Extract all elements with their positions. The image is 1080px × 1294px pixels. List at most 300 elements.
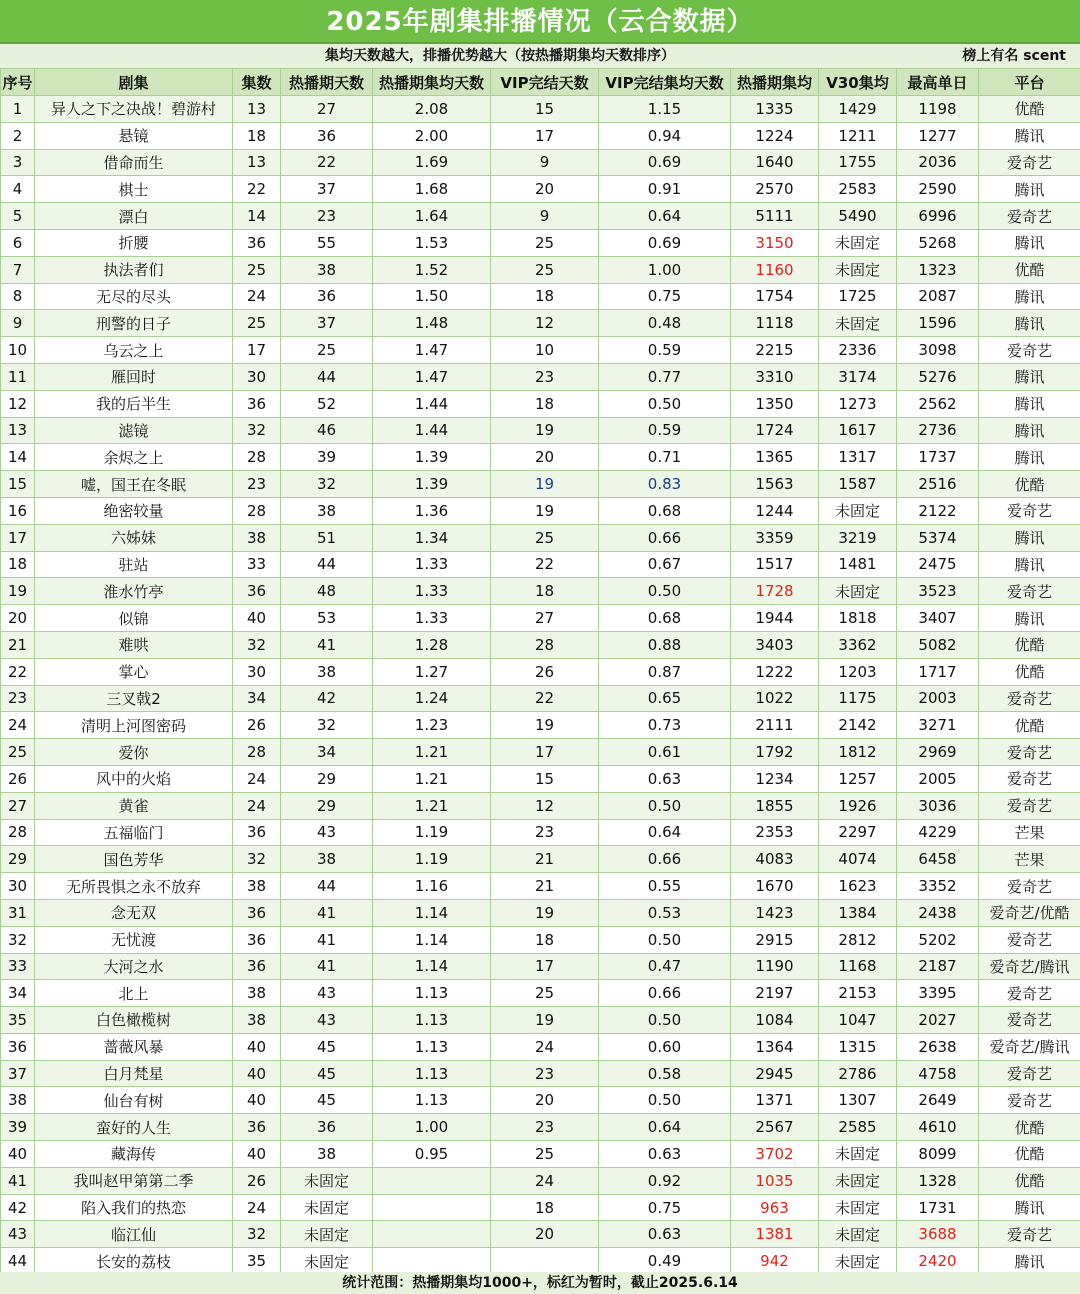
table-row — [1, 819, 1080, 846]
cell-rank: 32 — [1, 926, 35, 953]
cell-vip-avg-days: 1.15 — [599, 96, 731, 123]
cell-rank: 41 — [1, 1167, 35, 1194]
cell-v30-avg: 未固定 — [819, 1221, 897, 1248]
cell-peak-day: 1323 — [897, 256, 979, 283]
cell-hot-avg: 1944 — [731, 605, 819, 632]
cell-rank: 16 — [1, 497, 35, 524]
cell-platform: 优酷 — [979, 256, 1080, 283]
cell-platform: 腾讯 — [979, 122, 1080, 149]
cell-title: 乌云之上 — [35, 337, 233, 364]
cell-hot-days: 55 — [281, 229, 373, 256]
cell-vip-avg-days: 0.66 — [599, 980, 731, 1007]
cell-hot-days: 41 — [281, 899, 373, 926]
cell-platform: 优酷 — [979, 1114, 1080, 1141]
cell-peak-day: 3395 — [897, 980, 979, 1007]
cell-title: 黄雀 — [35, 792, 233, 819]
column-header-v30-avg: V30集均 — [819, 69, 897, 96]
cell-vip-days: 24 — [491, 1033, 599, 1060]
cell-peak-day: 2649 — [897, 1087, 979, 1114]
cell-platform: 爱奇艺 — [979, 497, 1080, 524]
cell-platform: 腾讯 — [979, 1248, 1080, 1275]
cell-episodes: 38 — [233, 980, 281, 1007]
cell-rank: 20 — [1, 605, 35, 632]
cell-hot-days: 41 — [281, 926, 373, 953]
cell-peak-day: 4610 — [897, 1114, 979, 1141]
source-credit: 榜上有名 scent — [962, 48, 1066, 64]
cell-episodes: 36 — [233, 1114, 281, 1141]
cell-episodes: 30 — [233, 363, 281, 390]
cell-vip-days: 9 — [491, 203, 599, 230]
cell-hot-days: 44 — [281, 873, 373, 900]
cell-peak-day: 2122 — [897, 497, 979, 524]
cell-vip-days: 24 — [491, 1167, 599, 1194]
cell-rank: 31 — [1, 899, 35, 926]
table-row — [1, 873, 1080, 900]
cell-hot-days: 38 — [281, 256, 373, 283]
cell-hot-avg-days: 1.33 — [373, 551, 491, 578]
cell-rank: 17 — [1, 524, 35, 551]
cell-peak-day: 8099 — [897, 1141, 979, 1168]
cell-vip-days: 28 — [491, 631, 599, 658]
cell-hot-avg-days — [373, 1221, 491, 1248]
cell-vip-days: 18 — [491, 390, 599, 417]
cell-hot-avg-days: 1.21 — [373, 792, 491, 819]
cell-hot-avg-days: 1.21 — [373, 765, 491, 792]
cell-peak-day: 6458 — [897, 846, 979, 873]
cell-episodes: 40 — [233, 1033, 281, 1060]
cell-platform: 爱奇艺 — [979, 739, 1080, 766]
table-row — [1, 337, 1080, 364]
cell-hot-avg: 2197 — [731, 980, 819, 1007]
cell-episodes: 13 — [233, 149, 281, 176]
cell-hot-days: 32 — [281, 712, 373, 739]
cell-episodes: 26 — [233, 1167, 281, 1194]
cell-episodes: 24 — [233, 765, 281, 792]
cell-hot-avg-days — [373, 1194, 491, 1221]
cell-episodes: 36 — [233, 953, 281, 980]
cell-hot-avg: 1234 — [731, 765, 819, 792]
cell-v30-avg: 2583 — [819, 176, 897, 203]
table-row — [1, 122, 1080, 149]
cell-v30-avg: 未固定 — [819, 497, 897, 524]
cell-peak-day: 3523 — [897, 578, 979, 605]
cell-hot-avg: 3150 — [731, 229, 819, 256]
cell-rank: 5 — [1, 203, 35, 230]
cell-rank: 1 — [1, 96, 35, 123]
cell-vip-avg-days: 0.59 — [599, 337, 731, 364]
column-header-hot-avg-days: 热播期集均天数 — [373, 69, 491, 96]
cell-hot-avg-days: 1.14 — [373, 926, 491, 953]
cell-platform: 腾讯 — [979, 310, 1080, 337]
cell-vip-avg-days: 0.61 — [599, 739, 731, 766]
cell-hot-avg-days: 1.13 — [373, 1033, 491, 1060]
cell-vip-days: 19 — [491, 1007, 599, 1034]
cell-title: 无所畏惧之永不放弃 — [35, 873, 233, 900]
cell-hot-avg-days: 1.47 — [373, 337, 491, 364]
cell-v30-avg: 1818 — [819, 605, 897, 632]
cell-title: 淮水竹亭 — [35, 578, 233, 605]
table-row — [1, 1007, 1080, 1034]
cell-peak-day: 3688 — [897, 1221, 979, 1248]
cell-episodes: 17 — [233, 337, 281, 364]
cell-v30-avg: 1175 — [819, 685, 897, 712]
cell-vip-avg-days: 0.92 — [599, 1167, 731, 1194]
cell-platform: 爱奇艺 — [979, 873, 1080, 900]
cell-vip-avg-days: 0.75 — [599, 1194, 731, 1221]
cell-rank: 14 — [1, 444, 35, 471]
cell-episodes: 32 — [233, 417, 281, 444]
cell-hot-avg-days: 1.19 — [373, 846, 491, 873]
cell-vip-days: 20 — [491, 176, 599, 203]
cell-platform: 爱奇艺 — [979, 685, 1080, 712]
cell-vip-avg-days: 0.63 — [599, 1221, 731, 1248]
cell-hot-avg: 1640 — [731, 149, 819, 176]
cell-platform: 腾讯 — [979, 444, 1080, 471]
cell-hot-avg: 1855 — [731, 792, 819, 819]
cell-rank: 34 — [1, 980, 35, 1007]
cell-v30-avg: 1587 — [819, 471, 897, 498]
cell-vip-days: 23 — [491, 1060, 599, 1087]
cell-vip-avg-days: 0.50 — [599, 1007, 731, 1034]
cell-title: 悬镜 — [35, 122, 233, 149]
cell-vip-avg-days: 0.49 — [599, 1248, 731, 1275]
table-row — [1, 765, 1080, 792]
cell-platform: 爱奇艺/腾讯 — [979, 953, 1080, 980]
cell-platform: 优酷 — [979, 658, 1080, 685]
cell-vip-days: 21 — [491, 873, 599, 900]
cell-rank: 36 — [1, 1033, 35, 1060]
cell-episodes: 36 — [233, 819, 281, 846]
cell-hot-days: 未固定 — [281, 1167, 373, 1194]
cell-episodes: 25 — [233, 256, 281, 283]
cell-hot-avg-days: 1.13 — [373, 980, 491, 1007]
cell-peak-day: 3271 — [897, 712, 979, 739]
cell-hot-avg-days: 1.44 — [373, 417, 491, 444]
cell-title: 嘘，国王在冬眠 — [35, 471, 233, 498]
cell-hot-days: 42 — [281, 685, 373, 712]
page-title: 2025年剧集排播情况（云合数据） — [0, 0, 1080, 44]
cell-vip-days: 19 — [491, 497, 599, 524]
cell-vip-days: 19 — [491, 899, 599, 926]
cell-peak-day: 2187 — [897, 953, 979, 980]
table-row — [1, 792, 1080, 819]
cell-platform: 腾讯 — [979, 229, 1080, 256]
cell-hot-days: 43 — [281, 819, 373, 846]
table-row — [1, 149, 1080, 176]
cell-hot-avg: 4083 — [731, 846, 819, 873]
cell-vip-days: 18 — [491, 578, 599, 605]
cell-rank: 44 — [1, 1248, 35, 1275]
cell-v30-avg: 2153 — [819, 980, 897, 1007]
cell-vip-days: 25 — [491, 524, 599, 551]
cell-hot-avg-days: 1.13 — [373, 1087, 491, 1114]
cell-v30-avg: 1384 — [819, 899, 897, 926]
cell-vip-days: 9 — [491, 149, 599, 176]
cell-hot-avg: 1754 — [731, 283, 819, 310]
cell-platform: 爱奇艺 — [979, 1087, 1080, 1114]
cell-hot-avg: 2215 — [731, 337, 819, 364]
cell-hot-days: 32 — [281, 471, 373, 498]
cell-hot-days: 27 — [281, 96, 373, 123]
cell-peak-day: 2516 — [897, 471, 979, 498]
cell-rank: 2 — [1, 122, 35, 149]
cell-vip-avg-days: 0.87 — [599, 658, 731, 685]
cell-hot-avg: 1022 — [731, 685, 819, 712]
column-header-platform: 平台 — [979, 69, 1080, 96]
column-header-hot-avg: 热播期集均 — [731, 69, 819, 96]
cell-hot-avg-days: 0.95 — [373, 1141, 491, 1168]
cell-peak-day: 3036 — [897, 792, 979, 819]
cell-peak-day: 4229 — [897, 819, 979, 846]
cell-hot-avg: 2915 — [731, 926, 819, 953]
cell-vip-avg-days: 0.66 — [599, 846, 731, 873]
cell-hot-avg-days: 1.33 — [373, 605, 491, 632]
cell-hot-avg: 1724 — [731, 417, 819, 444]
cell-peak-day: 2590 — [897, 176, 979, 203]
table-row — [1, 1167, 1080, 1194]
cell-platform: 爱奇艺 — [979, 980, 1080, 1007]
cell-hot-days: 45 — [281, 1087, 373, 1114]
cell-platform: 优酷 — [979, 631, 1080, 658]
cell-title: 雁回时 — [35, 363, 233, 390]
cell-hot-avg-days: 1.23 — [373, 712, 491, 739]
cell-vip-days: 23 — [491, 363, 599, 390]
cell-hot-avg: 1224 — [731, 122, 819, 149]
cell-vip-days: 18 — [491, 283, 599, 310]
table-row — [1, 846, 1080, 873]
table-row — [1, 631, 1080, 658]
cell-hot-avg-days: 1.53 — [373, 229, 491, 256]
cell-vip-days: 25 — [491, 980, 599, 1007]
cell-rank: 22 — [1, 658, 35, 685]
cell-platform: 腾讯 — [979, 176, 1080, 203]
cell-vip-days: 17 — [491, 739, 599, 766]
cell-rank: 24 — [1, 712, 35, 739]
cell-title: 我的后半生 — [35, 390, 233, 417]
cell-platform: 芒果 — [979, 819, 1080, 846]
cell-platform: 爱奇艺 — [979, 926, 1080, 953]
cell-title: 大河之水 — [35, 953, 233, 980]
cell-rank: 35 — [1, 1007, 35, 1034]
cell-hot-avg: 1728 — [731, 578, 819, 605]
cell-vip-avg-days: 0.66 — [599, 524, 731, 551]
cell-rank: 28 — [1, 819, 35, 846]
cell-platform: 爱奇艺/腾讯 — [979, 1033, 1080, 1060]
cell-platform: 腾讯 — [979, 390, 1080, 417]
cell-hot-days: 未固定 — [281, 1221, 373, 1248]
cell-hot-days: 39 — [281, 444, 373, 471]
cell-platform: 优酷 — [979, 712, 1080, 739]
table-row — [1, 96, 1080, 123]
cell-rank: 8 — [1, 283, 35, 310]
table-row — [1, 712, 1080, 739]
cell-hot-days: 34 — [281, 739, 373, 766]
table-row — [1, 390, 1080, 417]
cell-title: 棋士 — [35, 176, 233, 203]
cell-peak-day: 2438 — [897, 899, 979, 926]
cell-hot-avg: 1365 — [731, 444, 819, 471]
cell-platform: 腾讯 — [979, 551, 1080, 578]
cell-hot-days: 未固定 — [281, 1194, 373, 1221]
table-row — [1, 203, 1080, 230]
cell-v30-avg: 1926 — [819, 792, 897, 819]
cell-vip-days: 22 — [491, 551, 599, 578]
cell-vip-avg-days: 0.50 — [599, 792, 731, 819]
cell-episodes: 24 — [233, 283, 281, 310]
cell-hot-days: 38 — [281, 1141, 373, 1168]
cell-peak-day: 4758 — [897, 1060, 979, 1087]
cell-hot-avg-days: 1.00 — [373, 1114, 491, 1141]
cell-hot-days: 38 — [281, 846, 373, 873]
cell-hot-avg-days: 1.16 — [373, 873, 491, 900]
cell-title: 绝密较量 — [35, 497, 233, 524]
column-header-peak-day: 最高单日 — [897, 69, 979, 96]
cell-v30-avg: 2142 — [819, 712, 897, 739]
cell-vip-avg-days: 0.75 — [599, 283, 731, 310]
table-row — [1, 953, 1080, 980]
cell-vip-avg-days: 0.63 — [599, 765, 731, 792]
cell-hot-avg-days — [373, 1248, 491, 1275]
cell-hot-avg: 3702 — [731, 1141, 819, 1168]
cell-hot-days: 23 — [281, 203, 373, 230]
cell-title: 三叉戟2 — [35, 685, 233, 712]
cell-episodes: 36 — [233, 578, 281, 605]
cell-vip-days: 12 — [491, 310, 599, 337]
cell-hot-days: 45 — [281, 1033, 373, 1060]
table-row — [1, 1248, 1080, 1275]
cell-rank: 30 — [1, 873, 35, 900]
table-row — [1, 739, 1080, 766]
table-row — [1, 1087, 1080, 1114]
cell-vip-avg-days: 0.64 — [599, 1114, 731, 1141]
cell-episodes: 36 — [233, 926, 281, 953]
cell-peak-day: 2027 — [897, 1007, 979, 1034]
cell-vip-avg-days: 0.58 — [599, 1060, 731, 1087]
cell-title: 无尽的尽头 — [35, 283, 233, 310]
cell-hot-avg-days: 1.50 — [373, 283, 491, 310]
cell-platform: 爱奇艺 — [979, 337, 1080, 364]
cell-hot-avg-days: 2.00 — [373, 122, 491, 149]
table-row — [1, 444, 1080, 471]
cell-vip-days: 10 — [491, 337, 599, 364]
cell-platform: 腾讯 — [979, 1194, 1080, 1221]
cell-peak-day: 2736 — [897, 417, 979, 444]
cell-v30-avg: 1429 — [819, 96, 897, 123]
cell-episodes: 38 — [233, 524, 281, 551]
cell-hot-avg-days: 1.14 — [373, 953, 491, 980]
cell-vip-days: 15 — [491, 96, 599, 123]
cell-hot-avg: 1517 — [731, 551, 819, 578]
cell-hot-avg: 1160 — [731, 256, 819, 283]
cell-hot-avg-days: 1.39 — [373, 471, 491, 498]
cell-peak-day: 3352 — [897, 873, 979, 900]
cell-hot-days: 52 — [281, 390, 373, 417]
cell-hot-avg: 1244 — [731, 497, 819, 524]
cell-episodes: 13 — [233, 96, 281, 123]
cell-title: 执法者们 — [35, 256, 233, 283]
cell-hot-days: 22 — [281, 149, 373, 176]
table-row — [1, 1060, 1080, 1087]
cell-episodes: 28 — [233, 497, 281, 524]
cell-v30-avg: 1168 — [819, 953, 897, 980]
cell-v30-avg: 未固定 — [819, 1141, 897, 1168]
cell-title: 白色橄榄树 — [35, 1007, 233, 1034]
cell-hot-avg-days: 1.27 — [373, 658, 491, 685]
cell-hot-days: 36 — [281, 283, 373, 310]
cell-vip-days: 25 — [491, 1141, 599, 1168]
cell-hot-avg: 1118 — [731, 310, 819, 337]
cell-hot-days: 53 — [281, 605, 373, 632]
table-row — [1, 551, 1080, 578]
cell-episodes: 24 — [233, 792, 281, 819]
cell-peak-day: 3098 — [897, 337, 979, 364]
cell-hot-avg: 1084 — [731, 1007, 819, 1034]
cell-hot-days: 37 — [281, 310, 373, 337]
cell-v30-avg: 3174 — [819, 363, 897, 390]
table-row — [1, 229, 1080, 256]
cell-hot-days: 44 — [281, 551, 373, 578]
cell-title: 难哄 — [35, 631, 233, 658]
cell-hot-days: 38 — [281, 497, 373, 524]
cell-peak-day: 5202 — [897, 926, 979, 953]
cell-title: 仙台有树 — [35, 1087, 233, 1114]
cell-vip-avg-days: 0.48 — [599, 310, 731, 337]
cell-v30-avg: 1047 — [819, 1007, 897, 1034]
cell-peak-day: 5276 — [897, 363, 979, 390]
cell-hot-avg-days: 1.52 — [373, 256, 491, 283]
cell-platform: 优酷 — [979, 96, 1080, 123]
cell-v30-avg: 2585 — [819, 1114, 897, 1141]
cell-vip-days: 19 — [491, 712, 599, 739]
cell-hot-days: 29 — [281, 765, 373, 792]
cell-v30-avg: 未固定 — [819, 1248, 897, 1275]
cell-v30-avg: 2812 — [819, 926, 897, 953]
cell-hot-avg: 2111 — [731, 712, 819, 739]
ranking-table — [0, 68, 1080, 1275]
cell-hot-avg: 1371 — [731, 1087, 819, 1114]
cell-vip-avg-days: 0.53 — [599, 899, 731, 926]
cell-peak-day: 1737 — [897, 444, 979, 471]
cell-episodes: 26 — [233, 712, 281, 739]
cell-hot-avg: 1364 — [731, 1033, 819, 1060]
cell-hot-avg-days: 1.69 — [373, 149, 491, 176]
cell-vip-days: 20 — [491, 444, 599, 471]
cell-hot-days: 36 — [281, 122, 373, 149]
cell-hot-avg-days: 1.24 — [373, 685, 491, 712]
cell-title: 无忧渡 — [35, 926, 233, 953]
cell-hot-avg: 2570 — [731, 176, 819, 203]
cell-title: 风中的火焰 — [35, 765, 233, 792]
cell-vip-days: 12 — [491, 792, 599, 819]
cell-peak-day: 1328 — [897, 1167, 979, 1194]
cell-platform: 优酷 — [979, 1141, 1080, 1168]
cell-vip-avg-days: 0.59 — [599, 417, 731, 444]
cell-hot-avg: 1792 — [731, 739, 819, 766]
cell-hot-avg-days: 1.33 — [373, 578, 491, 605]
cell-peak-day: 2087 — [897, 283, 979, 310]
table-row — [1, 1221, 1080, 1248]
cell-title: 掌心 — [35, 658, 233, 685]
cell-v30-avg: 1725 — [819, 283, 897, 310]
table-row — [1, 417, 1080, 444]
cell-hot-avg: 2567 — [731, 1114, 819, 1141]
cell-v30-avg: 1617 — [819, 417, 897, 444]
cell-v30-avg: 1315 — [819, 1033, 897, 1060]
cell-v30-avg: 未固定 — [819, 229, 897, 256]
cell-vip-avg-days: 0.65 — [599, 685, 731, 712]
cell-v30-avg: 1273 — [819, 390, 897, 417]
cell-hot-days: 36 — [281, 1114, 373, 1141]
